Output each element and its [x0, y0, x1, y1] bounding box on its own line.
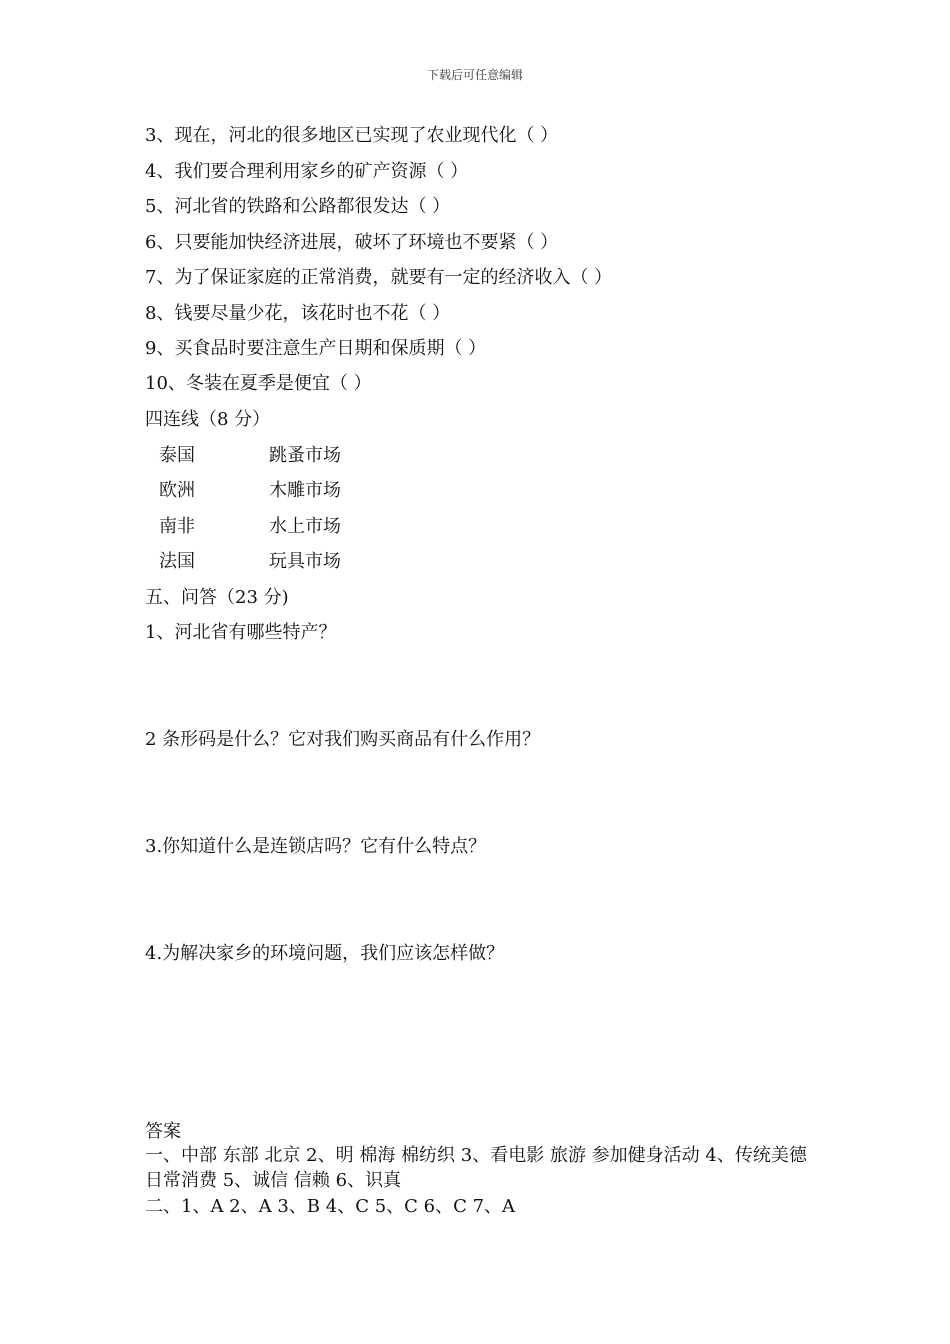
tf-item-5: 5、河北省的铁路和公路都很发达（ ） [145, 196, 451, 217]
answers-title: 答案 [145, 1121, 181, 1142]
match-left-2: 欧洲 [159, 480, 195, 501]
tf-item-3: 3、现在，河北的很多地区已实现了农业现代化（ ） [145, 125, 559, 146]
tf-item-4: 4、我们要合理利用家乡的矿产资源（ ） [145, 161, 469, 182]
match-left-3: 南非 [159, 516, 195, 537]
question-2: 2 条形码是什么？它对我们购买商品有什么作用？ [145, 729, 541, 750]
question-3: 3.你知道什么是连锁店吗？它有什么特点？ [145, 836, 487, 857]
match-left-1: 泰国 [159, 445, 195, 466]
tf-item-6: 6、只要能加快经济进展，破坏了环境也不要紧（ ） [145, 232, 559, 253]
section5-title: 五、问答（23 分) [145, 587, 289, 608]
question-1: 1、河北省有哪些特产？ [145, 622, 337, 643]
match-left-4: 法国 [159, 551, 195, 572]
match-right-4: 玩具市场 [269, 551, 341, 572]
answers-part1: 一、中部 东部 北京 2、明 棉海 棉纺织 3、看电影 旅游 参加健身活动 4、传统美德 日常消费 5、诚信 信赖 6、识真 [145, 1145, 807, 1191]
answers-part2: 二、1、A 2、A 3、B 4、C 5、C 6、C 7、A [145, 1196, 516, 1217]
match-right-2: 木雕市场 [269, 480, 341, 501]
question-4: 4.为解决家乡的环境问题，我们应该怎样做？ [145, 943, 505, 964]
match-right-1: 跳蚤市场 [269, 445, 341, 466]
tf-item-7: 7、为了保证家庭的正常消费，就要有一定的经济收入（ ） [145, 267, 613, 288]
match-right-3: 水上市场 [269, 516, 341, 537]
tf-item-9: 9、买食品时要注意生产日期和保质期（ ） [145, 338, 487, 359]
tf-item-10: 10、冬装在夏季是便宜（ ） [145, 373, 372, 394]
page-header: 下载后可任意编辑 [426, 68, 523, 82]
section4-title: 四连线（8 分） [145, 409, 271, 430]
tf-item-8: 8、钱要尽量少花，该花时也不花（ ） [145, 303, 451, 324]
